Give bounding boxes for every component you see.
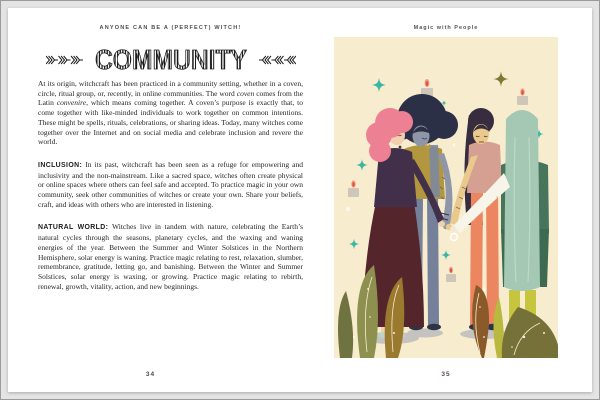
natural-world-body: Witches live in tandem with nature, celebrating the Earth’s natural cycles through the seasons, planetary cycles, and the waxing and waning energies of the year. Between the Summer and Winter Solstices in the Northern Hemisphere, solar energy is waning. Practice magic relating to rest, relaxation, slumber, remembrance, gratitude, letting go, and banishing. Between the Winter and Summer Solstices, solar energy is waxing, or growing. Practice magic relating to rebirth, renewal, growth, vitality, action, and new beginnings. xyxy=(38,222,304,291)
right-page-number: 35 xyxy=(441,371,451,378)
paragraph-origin-text-1: At its origin, witchcraft has been practiced in a community setting, whether in a coven, circle, ritual group, or, recently, in online communities. The word xyxy=(38,79,303,98)
hand xyxy=(450,226,456,232)
natural-world-lead: NATURAL WORLD: xyxy=(38,224,109,232)
long-mint-hair xyxy=(504,110,540,291)
left-running-head: ANYONE CAN BE A (PERFECT) WITCH! xyxy=(99,25,242,31)
paragraph-origin-text-3: , which means coming together. A coven’s purpose is exactly that, to come together with like-minded individuals to work together on common intentions. These might be spells, rituals, celebrations, or sharing ideas. Today, many witches come together over the Internet and on social media and celebrate inclusion and revere the world. xyxy=(38,98,304,147)
paragraph-natural-world xyxy=(38,222,303,291)
italic-coven: coven xyxy=(236,88,255,98)
paragraph-origin-text-2: comes from the Latin xyxy=(38,88,304,108)
inclusion-lead: INCLUSION: xyxy=(38,161,83,169)
hand xyxy=(439,221,445,227)
arrow-ornament-left-icon xyxy=(46,54,84,66)
chapter-title-text: COMMUNITY xyxy=(94,44,247,75)
right-page xyxy=(300,8,592,392)
left-page xyxy=(8,8,304,392)
earring xyxy=(399,146,402,149)
body-text-column xyxy=(38,79,303,304)
inclusion-body: In its past, witchcraft has been seen as a refuge for empowering and inclusivity and the non-mainstream. Like a sacred space, witches often create physical or online spaces where others can feel safe and accepted. To practice magic in your own community, seek other communities of witches or create your own. Share your beliefs, craft, and ideas with others who are interested in listening. xyxy=(38,159,303,209)
paragraph-origin xyxy=(38,79,303,147)
chapter-title xyxy=(91,45,251,75)
book-spread xyxy=(8,8,592,392)
right-running-head: Magic with People xyxy=(413,25,479,31)
community-illustration xyxy=(334,37,558,358)
chapter-title-row xyxy=(38,44,303,76)
arrow-ornament-right-icon xyxy=(258,54,296,66)
left-page-number: 34 xyxy=(145,371,156,378)
italic-convenire: convenire xyxy=(56,98,87,108)
paragraph-inclusion xyxy=(38,160,303,210)
